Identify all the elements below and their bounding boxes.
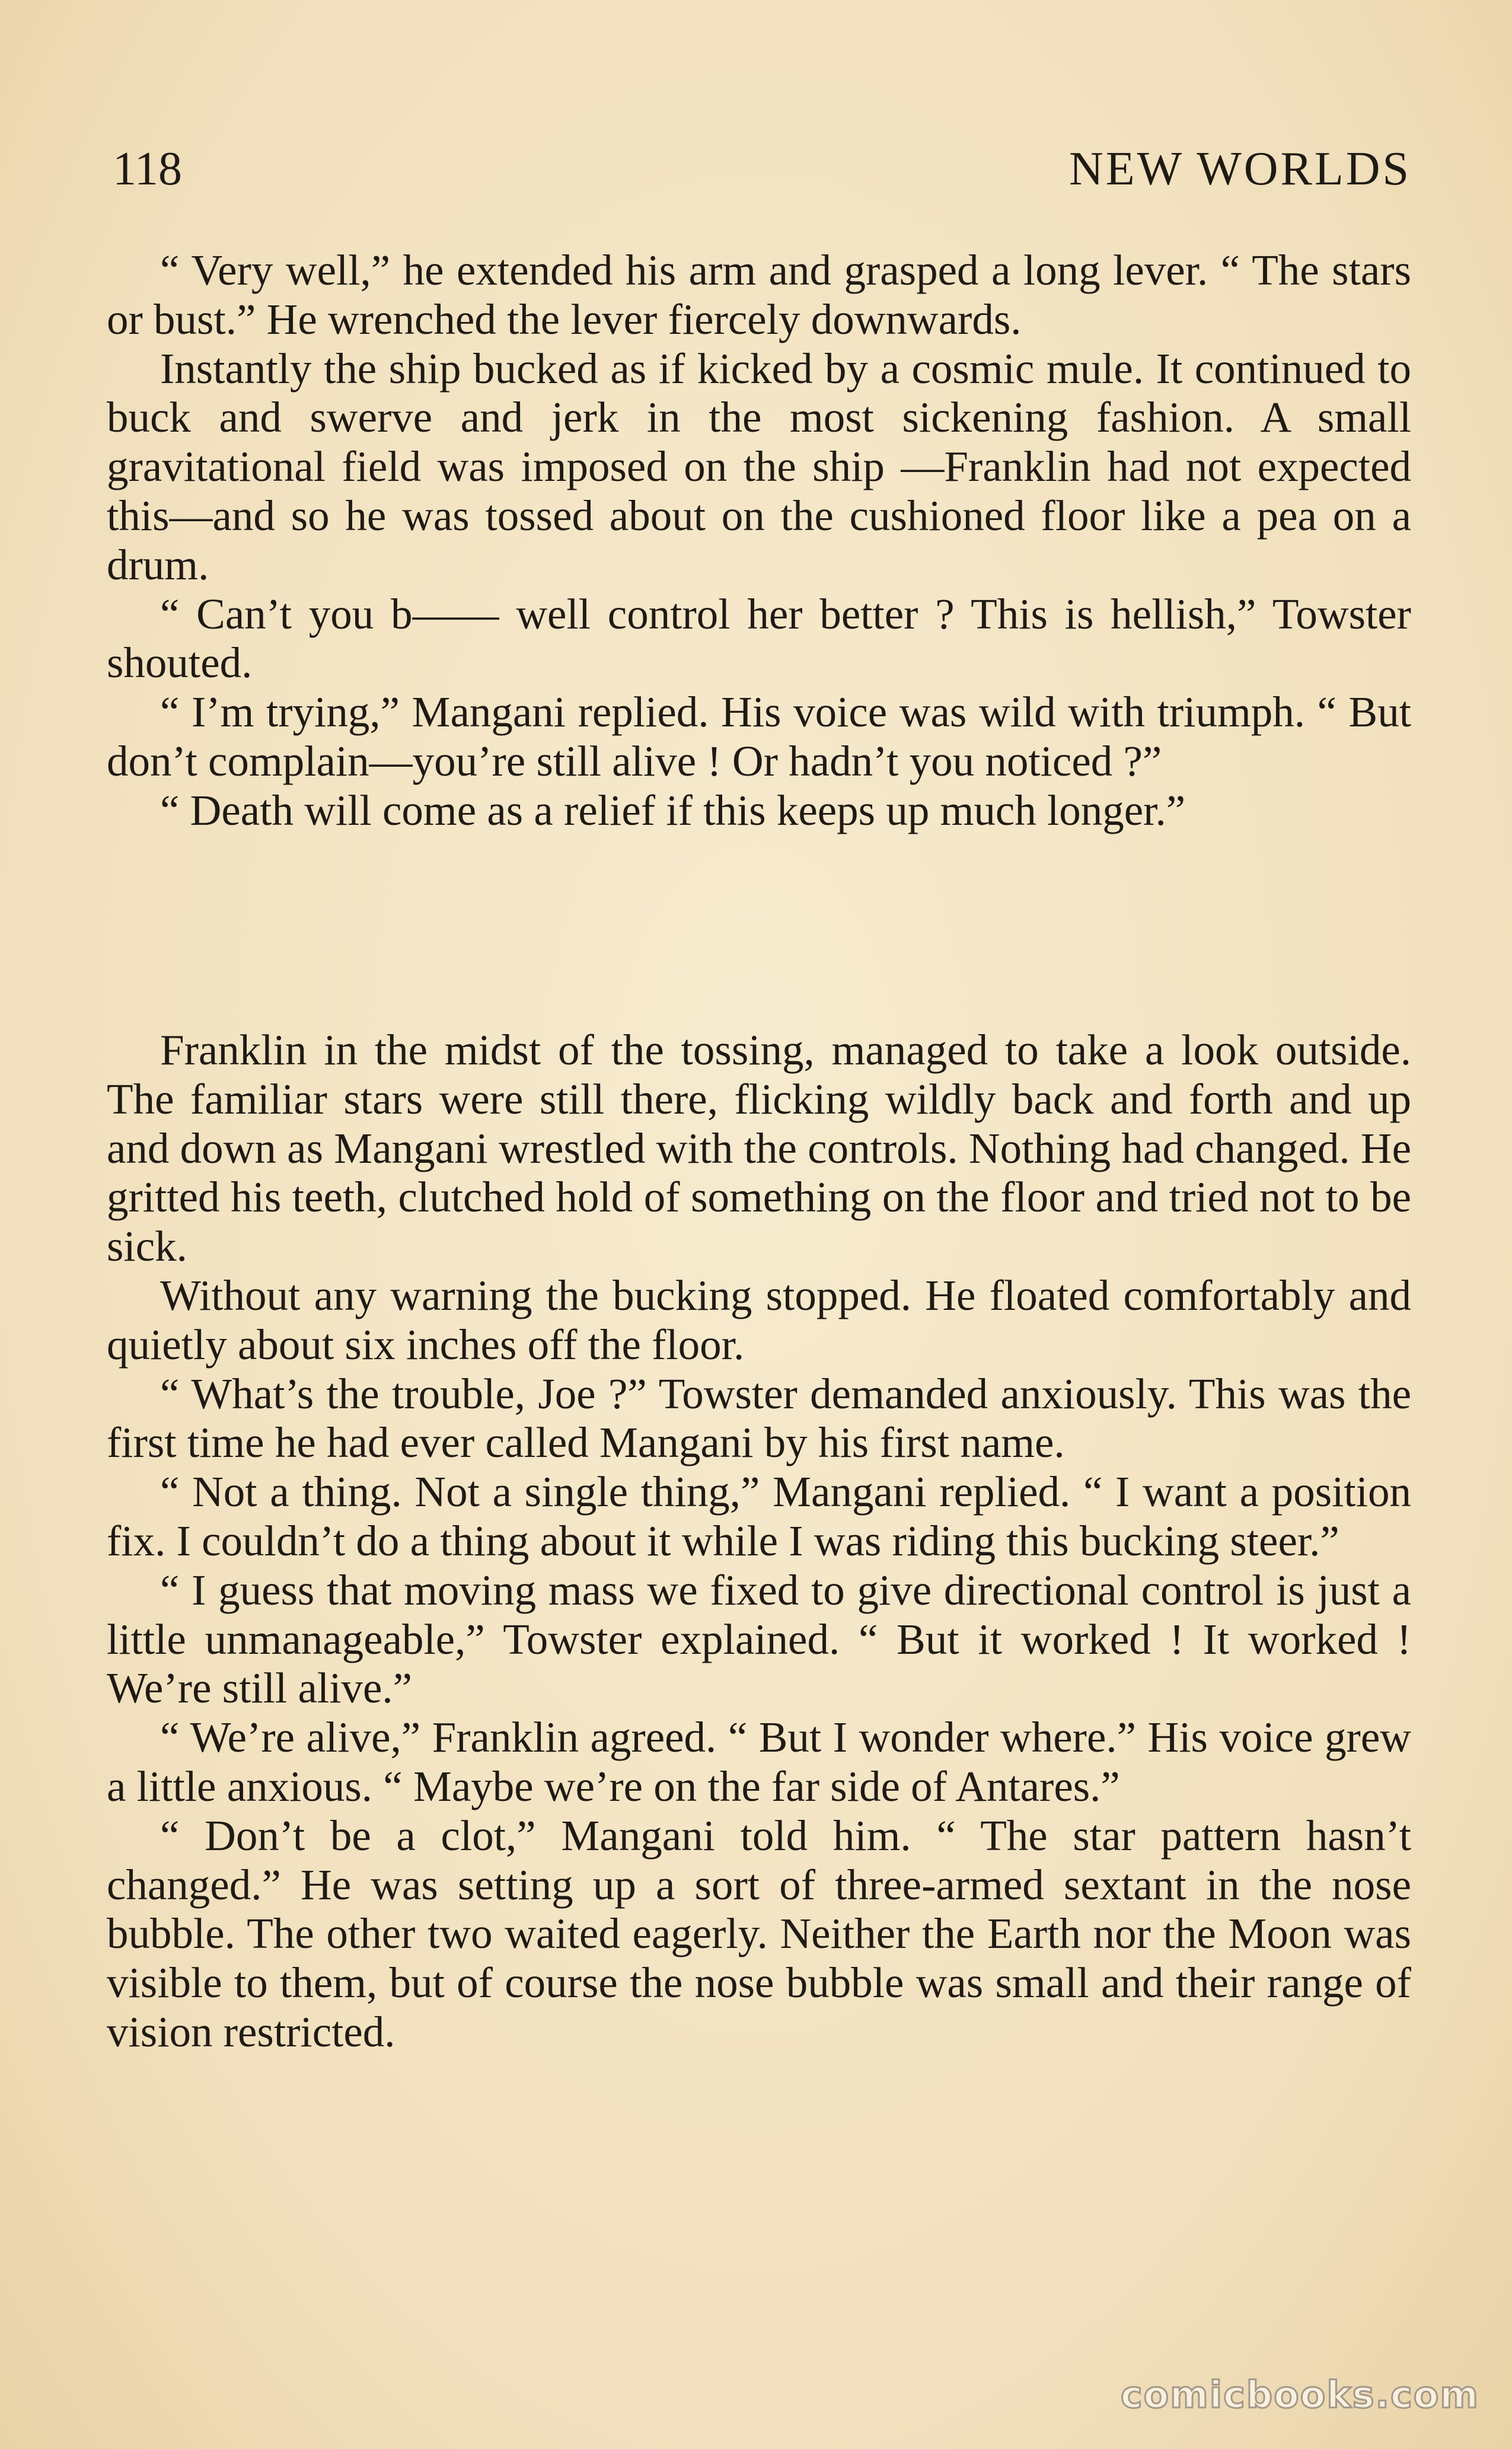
text-section-2 [107, 1026, 1411, 2057]
watermark: comicbooks.com [1120, 2373, 1479, 2416]
paragraph: “ I’m trying,” Mangani replied. His voice was wild with triumph. “ But don’t complain—you’re still alive ! Or hadn’t you noticed ?” [107, 688, 1411, 785]
running-head: NEW WORLDS [1068, 143, 1411, 195]
page-number: 118 [113, 143, 183, 195]
paragraph: “ Don’t be a clot,” Mangani told him. “ The star pattern hasn’t changed.” He was setting up a sort of three-armed sextant in the nose bubble. The other two waited eagerly. Neither the Earth nor the Moon was visible to them, but of course the nose bubble was small and their range of vision restricted. [107, 1811, 1411, 2056]
paragraph: “ Death will come as a relief if this keeps up much longer.” [160, 786, 1186, 834]
paragraph: “ I guess that moving mass we fixed to give directional control is just a little unmanageable,” Towster explained. “ But it worked ! It worked ! We’re still alive.” [107, 1565, 1411, 1713]
paragraph: “ What’s the trouble, Joe ?” Towster demanded anxiously. This was the first time he had ever called Mangani by his first name. [107, 1369, 1411, 1467]
paragraph: “ We’re alive,” Franklin agreed. “ But I wonder where.” His voice grew a little anxious. “ Maybe we’re on the far side of Antares.” [107, 1713, 1411, 1810]
paragraph: Without any warning the bucking stopped. He floated comfortably and quietly about six inches off the floor. [107, 1271, 1411, 1369]
text-section-1 [107, 246, 1411, 836]
paragraph: Franklin in the midst of the tossing, managed to take a look outside. The familiar stars were still there, flicking wildly back and forth and up and down as Mangani wrestled with the controls. Nothing had changed. He gritted his teeth, clutched hold of something on the floor and tried not to be sick. [107, 1026, 1411, 1271]
page-header [113, 136, 1411, 202]
paragraph: Instantly the ship bucked as if kicked by a cosmic mule. It continued to buck and swerve and jerk in the most sickening fashion. A small gravitational field was imposed on the ship —Franklin had not expected this—and so he was tossed about on the cushioned floor like a pea on a drum. [107, 344, 1411, 589]
paragraph: “ Not a thing. Not a single thing,” Mangani replied. “ I want a position fix. I couldn’t do a thing about it while I was riding this bucking steer.” [107, 1468, 1411, 1565]
paragraph: “ Very well,” he extended his arm and grasped a long lever. “ The stars or bust.” He wrenched the lever fiercely downwards. [107, 246, 1411, 343]
paragraph: “ Can’t you b—— well control her better ? This is hellish,” Towster shouted. [107, 589, 1411, 687]
